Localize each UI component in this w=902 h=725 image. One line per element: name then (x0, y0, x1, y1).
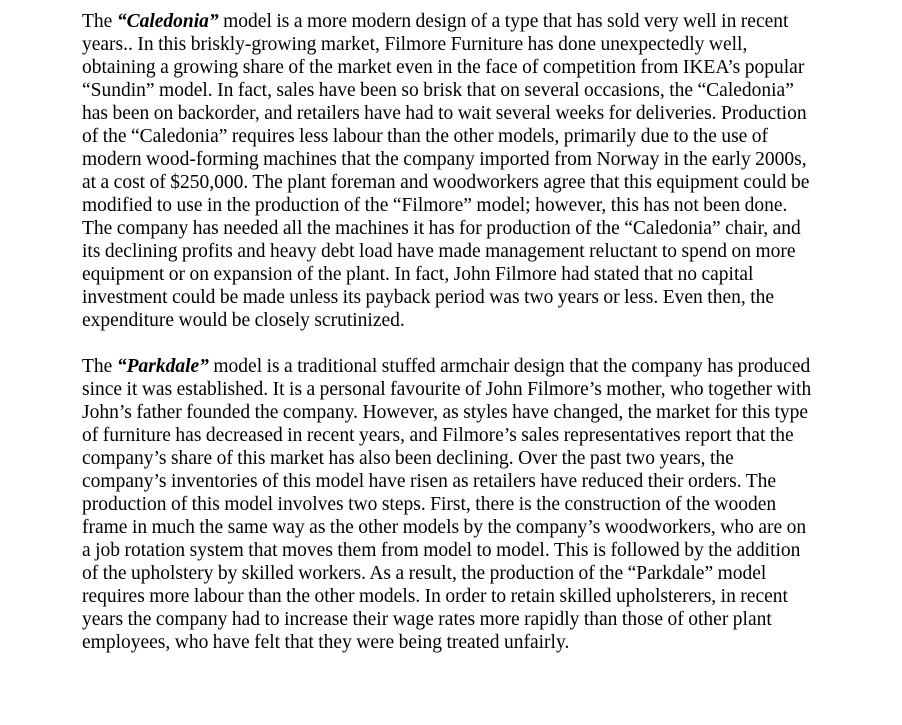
model-name-caledonia: “Caledonia” (116, 11, 219, 32)
paragraph-article: The (82, 356, 113, 377)
paragraph-body: model is a more modern design of a type that has sold very well in recent years.. In this briskly-growing market, Filmore Furniture has done unexpectedly well, obtaining a growing share of the market even in the face of competition from IKEA’s popular “Sundin” model. In fact, sales have been so brisk that on several occasions, the “Caledonia” has been on backorder, and retailers have had to wait several weeks for deliveries. Production of the “Caledonia” requires less labour than the other models, primarily due to the use of modern wood-forming machines that the company imported from Norway in the early 2000s, at a cost of $250,000. The plant foreman and woodworkers agree that this equipment could be modified to use in the production of the “Filmore” model; however, this has not been done. The company has needed all the machines it has for production of the “Caledonia” chair, and its declining profits and heavy debt load have made management reluctant to spend on more equipment or on expansion of the plant. In fact, John Filmore had stated that no capital investment could be made unless its payback period was two years or less. Even then, the expenditure would be closely scrutinized. (82, 11, 810, 331)
paragraph-parkdale (82, 355, 812, 654)
model-name-parkdale: “Parkdale” (116, 356, 209, 377)
document-page (82, 10, 812, 677)
paragraph-body: model is a traditional stuffed armchair design that the company has produced since it was established. It is a personal favourite of John Filmore’s mother, who together with John’s father founded the company. However, as styles have changed, the market for this type of furniture has decreased in recent years, and Filmore’s sales representatives report that the company’s share of this market has also been declining. Over the past two years, the company’s inventories of this model have risen as retailers have reduced their orders. The production of this model involves two steps. First, there is the construction of the wooden frame in much the same way as the other models by the company’s woodworkers, who are on a job rotation system that moves them from model to model. This is followed by the addition of the upholstery by skilled workers. As a result, the production of the “Parkdale” model requires more labour than the other models. In order to retain skilled upholsterers, in recent years the company had to increase their wage rates more rapidly than those of other plant employees, who have felt that they were being treated unfairly. (82, 356, 812, 653)
paragraph-article: The (82, 11, 113, 32)
paragraph-caledonia (82, 10, 812, 332)
